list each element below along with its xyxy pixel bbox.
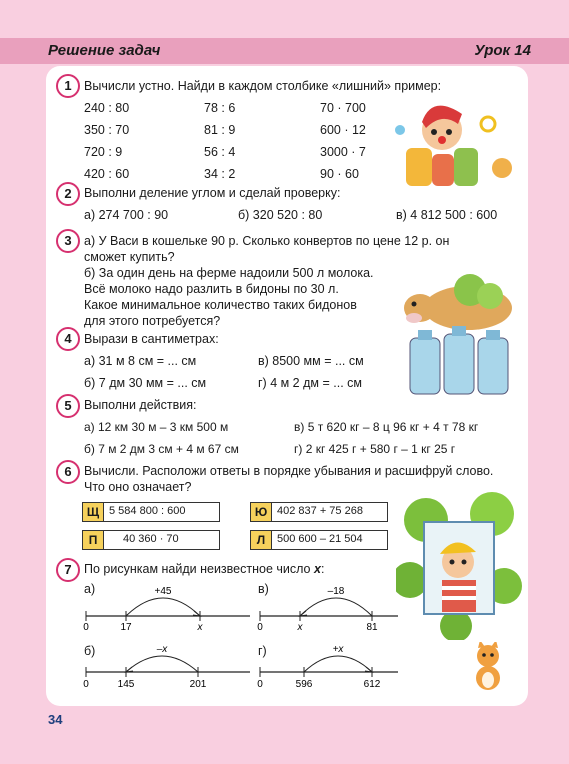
task-number-1: 1 (56, 74, 80, 98)
col2-item: 34 : 2 (204, 167, 236, 181)
task-4d: г) 4 м 2 дм = ... см (258, 376, 362, 390)
col2-item: 81 : 9 (204, 123, 236, 137)
arrowhead (193, 611, 200, 616)
line-a-label: а) (84, 582, 96, 596)
clown-illustration (392, 88, 522, 190)
tick-label: x (297, 622, 303, 632)
task-7-text (84, 562, 324, 576)
cipher-expression: 500 600 – 21 504 (277, 533, 363, 545)
task-4c: в) 8500 мм = ... см (258, 354, 364, 368)
cipher-letter: П (83, 531, 104, 549)
tick-label: 596 (295, 679, 313, 690)
tick-label: 17 (120, 622, 132, 632)
task-3-line: б) За один день на ферме надоили 500 л молока. (84, 266, 374, 280)
task-2b: б) 320 520 : 80 (238, 208, 323, 222)
variable-x: x (313, 562, 321, 576)
col1-item: 420 : 60 (84, 167, 130, 181)
task-number-6: 6 (56, 460, 80, 484)
col3-item: 70 · 700 (320, 101, 366, 115)
task-number-2: 2 (56, 182, 80, 206)
tick-label: 0 (257, 622, 263, 632)
col1-item: 350 : 70 (84, 123, 130, 137)
lesson-title: Урок 14 (474, 42, 531, 59)
boy-window-illustration (396, 490, 522, 640)
cow-milk-cans-illustration (398, 272, 518, 400)
arc-label: +45 (154, 586, 172, 597)
jump-arc (304, 656, 372, 672)
cat-illustration (470, 642, 506, 690)
tick-label: 0 (83, 622, 89, 632)
cipher-letter: Л (251, 531, 272, 549)
line-b-label: б) (84, 644, 96, 658)
task-3-line: а) У Васи в кошельке 90 р. Сколько конвертов по цене 12 р. он (84, 234, 450, 248)
task-3-line: сможет купить? (84, 250, 175, 264)
tick-label: 0 (83, 679, 89, 690)
task-6-line: Вычисли. Расположи ответы в порядке убывания и расшифруй слово. (84, 464, 494, 478)
arc-label: +x (332, 644, 344, 655)
tick-label: 612 (363, 679, 381, 690)
tick-label: 81 (366, 622, 378, 632)
cipher-expression: 40 360 · 70 (123, 533, 179, 545)
col1-item: 240 : 80 (84, 101, 130, 115)
number-line-v (254, 582, 404, 632)
jump-arc (126, 598, 200, 616)
col2-item: 78 : 6 (204, 101, 236, 115)
number-line-g (254, 642, 404, 692)
col3-item: 90 · 60 (320, 167, 359, 181)
header-bar (0, 38, 569, 64)
task-5a: а) 12 км 30 м – 3 км 500 м (84, 420, 229, 434)
line-g-label: г) (258, 644, 267, 658)
task-6-line: Что оно означает? (84, 480, 192, 494)
cipher-letter: Ю (251, 503, 272, 521)
task-3-line: для этого потребуется? (84, 314, 221, 328)
cipher-box (250, 502, 388, 522)
arrowhead (365, 667, 372, 672)
task-number-7: 7 (56, 558, 80, 582)
col3-item: 3000 · 7 (320, 145, 366, 159)
cipher-letter: Щ (83, 503, 104, 521)
arc-label: –x (156, 644, 168, 655)
tick-label: 0 (257, 679, 263, 690)
task-7-text-pre: По рисункам найди неизвестное число (84, 562, 314, 576)
task-number-4: 4 (56, 327, 80, 351)
task-7-text-post: : (320, 562, 325, 576)
task-4a: а) 31 м 8 см = ... см (84, 354, 197, 368)
task-5-text: Выполни действия: (84, 398, 197, 412)
cipher-box (250, 530, 388, 550)
cipher-expression: 402 837 + 75 268 (277, 505, 363, 517)
task-3-line: Какое минимальное количество таких бидонов (84, 298, 357, 312)
arc-label: –18 (327, 586, 345, 597)
task-5d: г) 2 кг 425 г + 580 г – 1 кг 25 г (294, 442, 456, 456)
task-2a: а) 274 700 : 90 (84, 208, 169, 222)
task-4-text: Вырази в сантиметрах: (84, 332, 219, 346)
jump-arc (300, 598, 372, 616)
jump-arc (126, 656, 198, 672)
number-line-a (80, 582, 256, 632)
cipher-box (82, 530, 220, 550)
line-v-label: в) (258, 582, 269, 596)
task-2c: в) 4 812 500 : 600 (396, 208, 498, 222)
arrowhead (300, 611, 307, 616)
number-line-b (80, 642, 256, 692)
page-number: 34 (48, 712, 63, 727)
task-1-text: Вычисли устно. Найди в каждом столбике «лишний» пример: (84, 79, 442, 93)
tick-label: 201 (189, 679, 207, 690)
task-3-line: Всё молоко надо разлить в бидоны по 30 л. (84, 282, 339, 296)
section-title: Решение задач (48, 42, 161, 59)
task-2-text: Выполни деление углом и сделай проверку: (84, 186, 341, 200)
task-5c: в) 5 т 620 кг – 8 ц 96 кг + 4 т 78 кг (294, 420, 479, 434)
task-5b: б) 7 м 2 дм 3 см + 4 м 67 см (84, 442, 239, 456)
col2-item: 56 : 4 (204, 145, 236, 159)
col1-item: 720 : 9 (84, 145, 123, 159)
tick-label: 145 (117, 679, 135, 690)
col3-item: 600 · 12 (320, 123, 366, 137)
tick-label: x (197, 622, 203, 632)
cipher-expression: 5 584 800 : 600 (109, 505, 186, 517)
task-number-3: 3 (56, 229, 80, 253)
cipher-box (82, 502, 220, 522)
task-4b: б) 7 дм 30 мм = ... см (84, 376, 207, 390)
task-number-5: 5 (56, 394, 80, 418)
